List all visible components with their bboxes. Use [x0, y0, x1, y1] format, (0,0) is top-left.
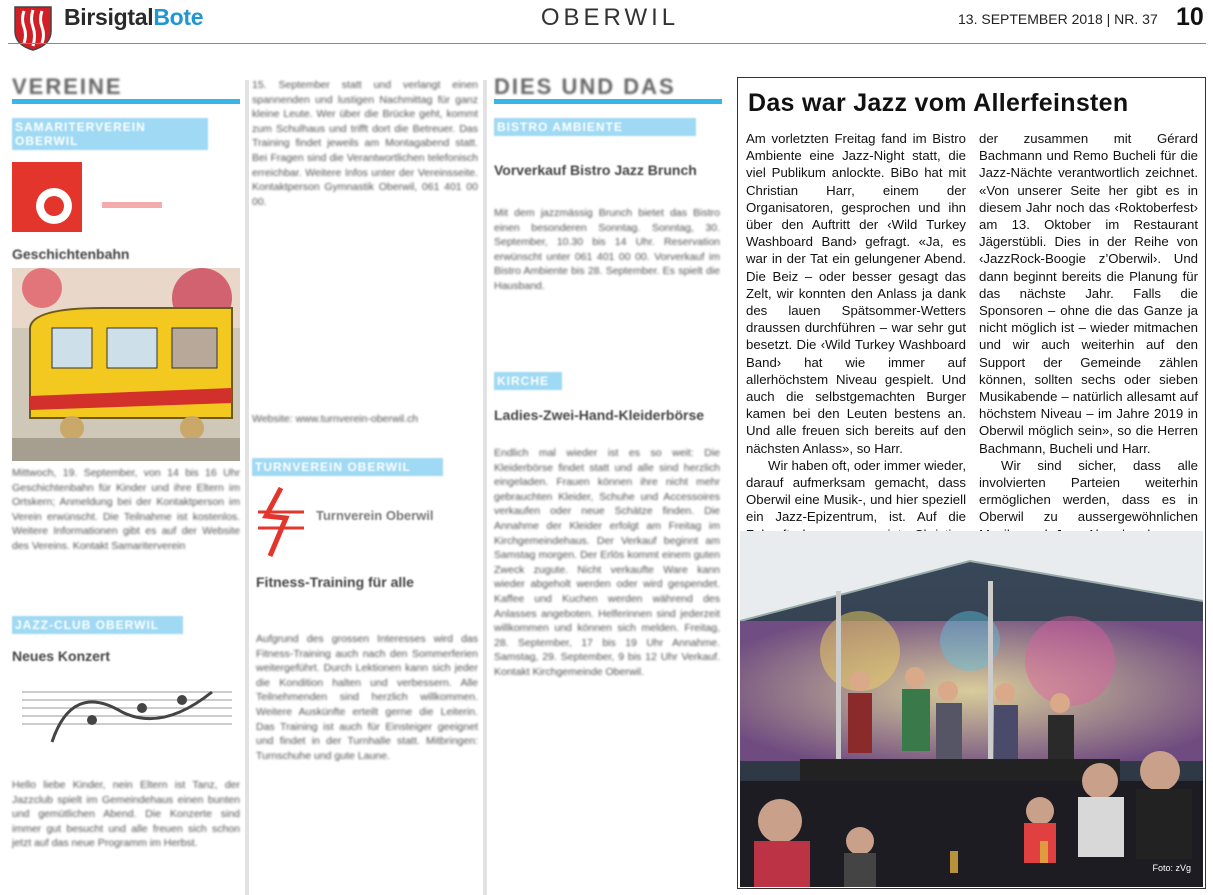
- column-separator: [245, 80, 249, 895]
- article-paragraph: der zusammen mit Gérard Bachmann und Remo Bucheli für die Jazz-Nächte verantwortlich zeichnet. «Von unserer Seite her gibt es in diesem Jahr noch das ‹Roktoberfest› am 13. Oktober im Restaurant Jägerstübli. Dies in der Reihe von ‹JazzRock-Boogie z’Oberwil›. Und dann beginnt bereits die Planung für das nächste Jahr. Falls die Sponsoren – ohne die das Ganze ja nicht möglich ist – wieder mitmachen und wir auch weiterhin auf den Support der Gemeinde zählen können, sollten sechs oder sieben Musikabende – natürlich allesamt auf höchstem Niveau – im Jahre 2019 in Oberwil möglich sein», so die Herren Bachmann, Bucheli und Harr.: [979, 131, 1198, 456]
- blurred-article-text: Hello liebe Kinder, nein Eltern ist Tanz, der Jazzclub spielt im Gemeindehaus einen bunten und gemütlichen Abend. Die Konzerte sind immer gut besucht und alle freuen sich schon jetzt auf das neue Programm im Herbst.: [12, 779, 240, 850]
- article-paragraph: Wir haben oft, oder immer wieder, darauf aufmerksam gemacht, dass Oberwil eine Musik-, und hier speziell ein Jazz-Epizentrum, ist. Auf die: [746, 457, 966, 525]
- concert-photo: [740, 531, 1203, 887]
- article-column-1: [746, 130, 966, 560]
- section-rule: [494, 99, 722, 104]
- club-tag: BISTRO AMBIENTE: [494, 118, 696, 136]
- page-section-title: OBERWIL: [540, 4, 680, 31]
- header-rule: [8, 43, 1206, 44]
- club-tag: KIRCHE: [494, 372, 562, 390]
- blurred-article-text: 15. September statt und verlangt einen spannenden und lustigen Nachmittag für ganz kleine Leute. Wer über die Brücke geht, kommt zum Schulhaus und trifft dort die Betreuer. Das Training findet jeweils am Montagabend statt. Bei Fragen sind die Verantwortlichen telefonisch erreichbar. Weitere Infos unter der Vereinsseite. Kontaktperson Gymnastik Oberwil, 061 401 00 00.: [252, 79, 478, 208]
- page-number: 10: [1176, 3, 1204, 31]
- newspaper-brand: [64, 4, 203, 31]
- brand-part2: Bote: [153, 4, 204, 30]
- article-paragraph: Wir sind sicher, dass alle involvierten Parteien weiterhin ermöglichen werden, dass es in Oberwil zu aussergewöhnlichen: [979, 457, 1198, 525]
- article-paragraph: Am vorletzten Freitag fand im Bistro Ambiente eine Jazz-Night statt, die viel Publikum anlockte. BiBo hat mit Christian Harr, einem der Organisatoren, gesprochen und ihn über den Auftritt der ‹Wild Turkey Washboard Band› gefragt. «Ja, es war in der Tat ein gelungener Abend. Die Beiz – oder besser gesagt das Zelt, wir konnten den Anlass ja dank des lauen Spätsommer-Wetters draussen durchführen – war sehr gut besetzt. Die ‹Wild Turkey Washboard Band› hat wie immer auf allerhöchstem Niveau gespielt. Und auch die selbstgemachten Burger kamen bei den Leuten bestens an. Und alle freuen sich bereits auf den nächsten Anlass», so Harr.: [746, 131, 966, 456]
- brand-part1: Birsigtal: [64, 4, 154, 30]
- article-title: Das war Jazz vom Allerfeinsten: [748, 89, 1129, 117]
- column-separator: [483, 80, 487, 895]
- municipal-crest-logo: [12, 5, 54, 51]
- article-subhead: Geschichtenbahn: [12, 246, 130, 262]
- blurred-article-text: Aufgrund des grossen Interesses wird das Fitness-Training auch nach den Sommerferien weitergeführt. Durch Lektionen kann sich jeder die Kondition halten und verbessern. Alle Teilnehmenden sind herzlich willkommen. Weitere Auskünfte erteilt gerne die Leiterin. Das Training ist auch für Einsteiger geeignet und findet in der Turnhalle statt. Mitbringen: Turnschuhe und gute Laune.: [256, 633, 478, 762]
- concert-photo-illustration: [740, 531, 1203, 887]
- club-tag: JAZZ-CLUB OBERWIL: [12, 616, 183, 634]
- toy-tram-photo: [12, 268, 240, 461]
- section-rule: [12, 99, 240, 104]
- photo-credit: Foto: zVg: [1152, 863, 1191, 873]
- samariter-logo: [12, 162, 172, 232]
- article-subhead: Neues Konzert: [12, 648, 111, 664]
- article-subhead: Vorverkauf Bistro Jazz Brunch: [494, 162, 697, 178]
- sheet-music-image: [12, 672, 237, 760]
- blurred-article-text: Mit dem jazzmässig Brunch bietet das Bistro einen besonderen Sonntag. Sonntag, 30. September, 10.30 bis 14 Uhr. Reservation erwünscht unter 061 401 00 00. Vorverkauf im Bistro Ambiente bis 28. September. Es spielt die Hausband.: [494, 207, 720, 292]
- turnverein-logo: [256, 486, 306, 558]
- issue-dateline: 13. SEPTEMBER 2018 | NR. 37: [958, 11, 1158, 27]
- article-subhead: Ladies-Zwei-Hand-Kleiderbörse: [494, 407, 705, 423]
- blurred-article-text: Website: www.turnverein-oberwil.ch: [252, 413, 419, 425]
- article-subhead: Fitness-Training für alle: [256, 574, 414, 590]
- blurred-article-text: Endlich mal wieder ist es so weit: Die Kleiderbörse findet statt und alle sind herzlich eingeladen. Frauen können ihre nicht mehr gebrauchten Kleider, Schuhe und Accessoires verkaufen oder neue Schätze finden. Die Annahme der Kleider erfolgt am Freitag im Kirchgemeindehaus. Der Verkauf beginnt am Samstag morgen. Der Erlös kommt einem guten Zweck zugute. Nicht verkaufte Ware kann wieder abgeholt werden oder wird gespendet. Kaffee und Kuchen werden während des Anlasses angeboten. Helferinnen sind jederzeit willkommen und können sich melden. Freitag, 28. September, 17 bis 19 Uhr Annahme. Samstag, 29. September, 9 bis 12 Uhr Verkauf. Kontakt Kirchgemeinde Oberwil.: [494, 447, 720, 678]
- club-tag: SAMARITERVEREIN OBERWIL: [12, 118, 208, 150]
- blurred-article-text: Mittwoch, 19. September, von 14 bis 16 Uhr Geschichtenbahn für Kinder und ihre Eltern im Ortskern; Anmeldung bei der Kontaktperson im Verein erwünscht. Die Teilnahme ist kostenlos. Weitere Informationen gibt es auf der Website des Vereins. Kontakt Samariterverein: [12, 467, 240, 552]
- logo-text: Turnverein Oberwil: [316, 508, 434, 523]
- article-column-2: [979, 130, 1198, 577]
- section-heading-vereine: VEREINE: [12, 74, 123, 99]
- section-heading-dies-und-das: DIES UND DAS: [494, 74, 676, 99]
- club-tag: TURNVEREIN OBERWIL: [252, 458, 443, 476]
